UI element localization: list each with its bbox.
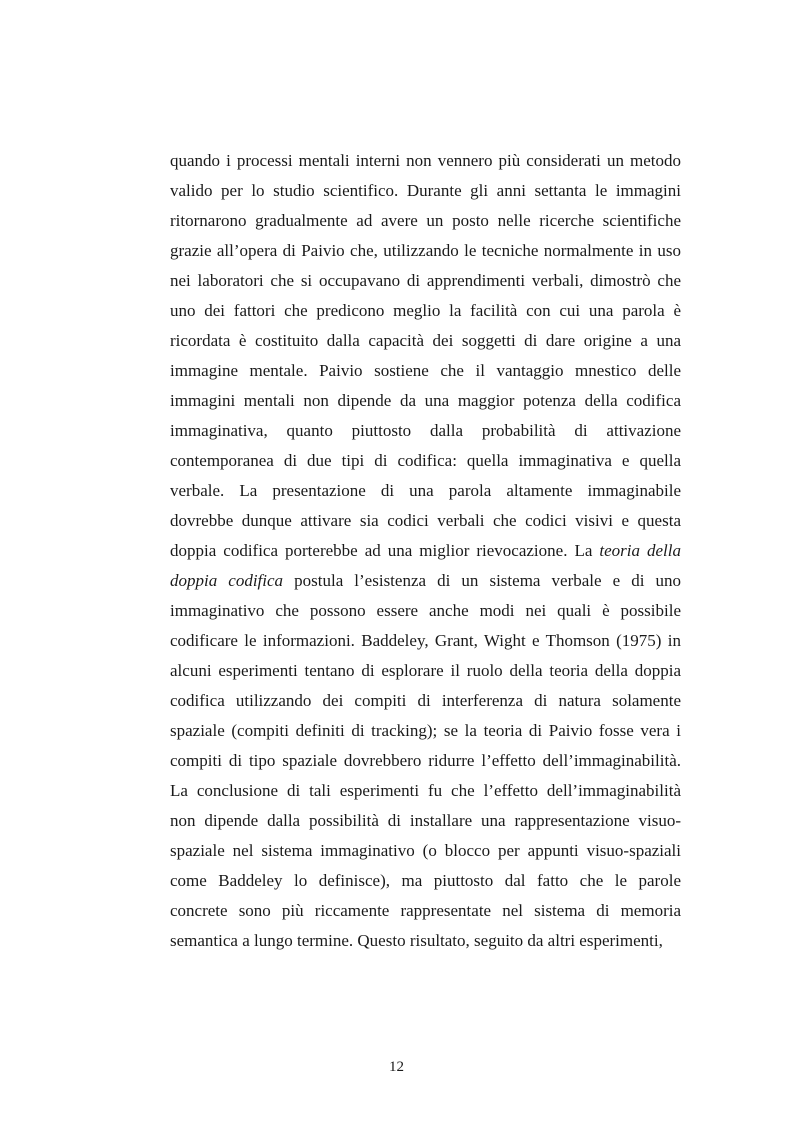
text-line: spaziale (compiti definiti di tracking); se la teoria di Paivio fosse vera i: [170, 721, 681, 740]
text-line: contemporanea di due tipi di codifica: quella immaginativa e quella: [170, 451, 681, 470]
text-line: immagine mentale. Paivio sostiene che il vantaggio mnestico delle: [170, 361, 681, 380]
text-line: codificare le informazioni. Baddeley, Grant, Wight e Thomson (1975) in: [170, 631, 681, 650]
text-segment: doppia codifica porterebbe ad una miglior rievocazione. La: [170, 541, 600, 560]
text-line: concrete sono più riccamente rappresentate nel sistema di memoria: [170, 901, 681, 920]
italic-term: teoria della: [599, 541, 681, 560]
text-line: non dipende dalla possibilità di installare una rappresentazione visuo-: [170, 811, 681, 830]
text-line: immaginativo che possono essere anche modi nei quali è possibile: [170, 601, 681, 620]
text-line: semantica a lungo termine. Questo risultato, seguito da altri esperimenti,: [170, 931, 663, 950]
text-line: ricordata è costituito dalla capacità dei soggetti di dare origine a una: [170, 331, 681, 350]
text-line: come Baddeley lo definisce), ma piuttosto dal fatto che le parole: [170, 871, 681, 890]
text-line: La conclusione di tali esperimenti fu che l’effetto dell’immaginabilità: [170, 781, 681, 800]
italic-term: doppia codifica: [170, 571, 284, 590]
text-line: nei laboratori che si occupavano di apprendimenti verbali, dimostrò che: [170, 271, 681, 290]
text-line: quando i processi mentali interni non vennero più considerati un metodo: [170, 151, 681, 170]
text-segment: postula l’esistenza di un sistema verbale e di uno: [283, 571, 682, 590]
text-line: ritornarono gradualmente ad avere un posto nelle ricerche scientifiche: [170, 211, 681, 230]
text-line: immaginativa, quanto piuttosto dalla probabilità di attivazione: [170, 421, 681, 440]
page-number: 12: [389, 1059, 404, 1075]
body-text: [170, 146, 681, 956]
text-line: compiti di tipo spaziale dovrebbero ridurre l’effetto dell’immaginabilità.: [170, 751, 681, 770]
text-line: immagini mentali non dipende da una maggior potenza della codifica: [170, 391, 681, 410]
text-line-with-italic: [170, 566, 681, 596]
text-line: codifica utilizzando dei compiti di interferenza di natura solamente: [170, 691, 681, 710]
text-line-with-italic: [170, 536, 681, 566]
text-line: spaziale nel sistema immaginativo (o blocco per appunti visuo-spaziali: [170, 841, 681, 860]
text-line: valido per lo studio scientifico. Durante gli anni settanta le immagini: [170, 181, 681, 200]
text-line: verbale. La presentazione di una parola altamente immaginabile: [170, 481, 681, 500]
text-line: uno dei fattori che predicono meglio la facilità con cui una parola è: [170, 301, 681, 320]
text-line: dovrebbe dunque attivare sia codici verbali che codici visivi e questa: [170, 511, 681, 530]
text-line: grazie all’opera di Paivio che, utilizzando le tecniche normalmente in uso: [170, 241, 681, 260]
text-line: alcuni esperimenti tentano di esplorare il ruolo della teoria della doppia: [170, 661, 681, 680]
